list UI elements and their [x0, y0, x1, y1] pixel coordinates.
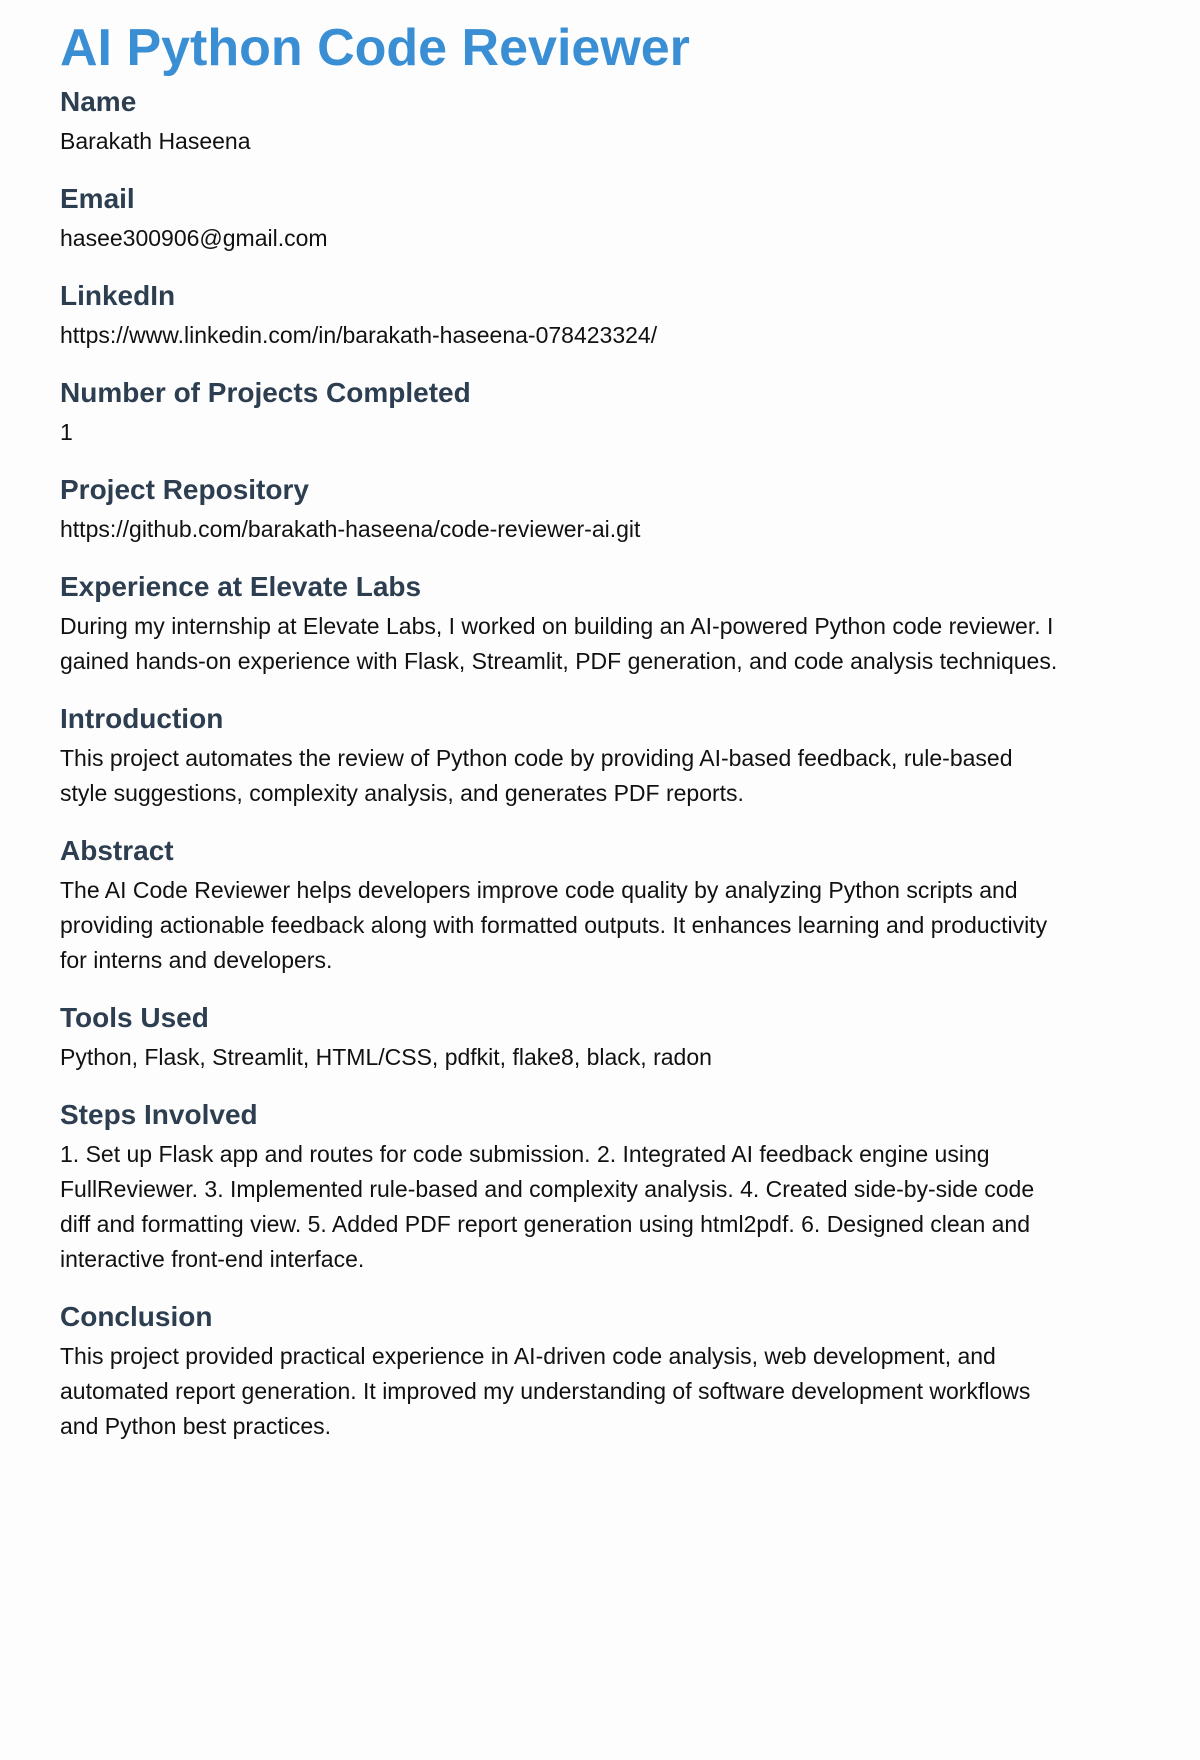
section-body: During my internship at Elevate Labs, I worked on building an AI-powered Python code reviewer. I gained hands-on experience with Flask, Streamlit, PDF generation, and code analysis techniques. — [60, 613, 1058, 674]
document-title: AI Python Code Reviewer — [60, 19, 690, 77]
section-body: This project provided practical experience in AI-driven code analysis, web development, and automated report generation. It improved my understanding of software development workflows and Python best practices. — [60, 1343, 1031, 1439]
section-heading: Name — [60, 86, 137, 117]
section-introduction — [60, 701, 1060, 811]
section-heading: Conclusion — [60, 1301, 213, 1332]
section-body: Python, Flask, Streamlit, HTML/CSS, pdfkit, flake8, black, radon — [60, 1044, 712, 1070]
section-linkedin — [60, 278, 1060, 353]
section-name — [60, 84, 1060, 159]
section-heading: LinkedIn — [60, 280, 176, 311]
section-body: This project automates the review of Python code by providing AI-based feedback, rule-based style suggestions, complexity analysis, and generates PDF reports. — [60, 745, 1013, 806]
section-email — [60, 181, 1060, 256]
section-heading: Email — [60, 183, 135, 214]
section-projects-completed — [60, 375, 1060, 450]
section-conclusion — [60, 1299, 1060, 1444]
section-heading: Project Repository — [60, 474, 309, 505]
section-heading: Steps Involved — [60, 1099, 258, 1130]
section-body: https://www.linkedin.com/in/barakath-haseena-078423324/ — [60, 322, 658, 348]
section-body: Barakath Haseena — [60, 128, 251, 154]
section-body: https://github.com/barakath-haseena/code-reviewer-ai.git — [60, 516, 641, 542]
section-body: 1. Set up Flask app and routes for code submission. 2. Integrated AI feedback engine using FullReviewer. 3. Implemented rule-based and complexity analysis. 4. Created side-by-side code diff and formatting view. 5. Added PDF report generation using html2pdf. 6. Designed clean and interactive front-end interface. — [60, 1141, 1035, 1272]
section-tools-used — [60, 1000, 1060, 1075]
section-heading: Experience at Elevate Labs — [60, 571, 422, 602]
section-project-repository — [60, 472, 1060, 547]
section-abstract — [60, 833, 1060, 978]
section-body: 1 — [60, 419, 73, 445]
section-body: hasee300906@gmail.com — [60, 225, 328, 251]
section-heading: Abstract — [60, 835, 174, 866]
section-heading: Tools Used — [60, 1002, 209, 1033]
section-heading: Introduction — [60, 703, 224, 734]
section-experience — [60, 569, 1060, 679]
section-heading: Number of Projects Completed — [60, 377, 471, 408]
section-body: The AI Code Reviewer helps developers improve code quality by analyzing Python scripts and providing actionable feedback along with formatted outputs. It enhances learning and productivity for interns and developers. — [60, 877, 1048, 973]
section-steps-involved — [60, 1097, 1060, 1277]
